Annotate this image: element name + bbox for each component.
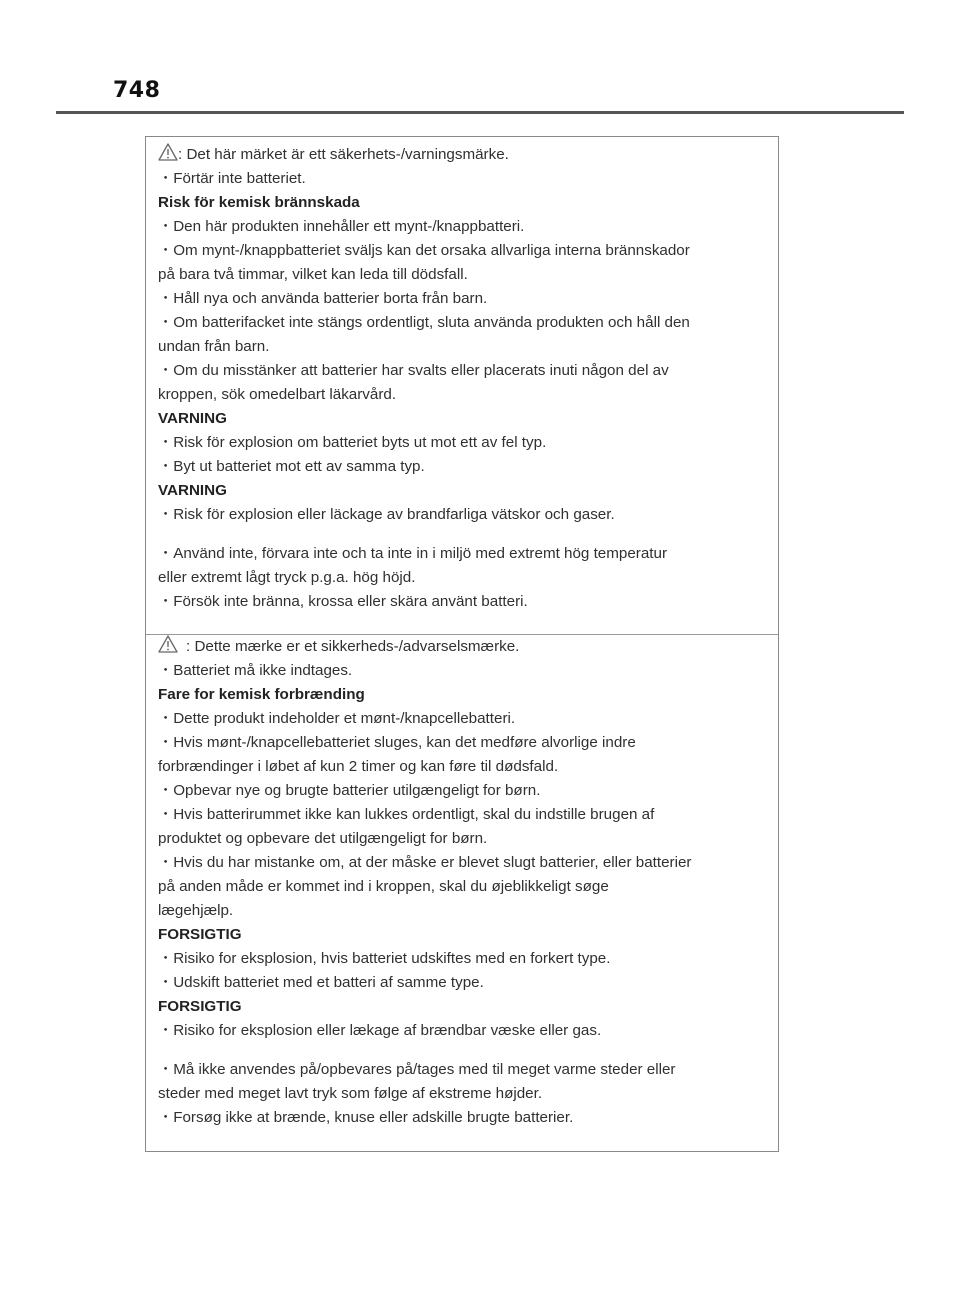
- page-number: 748: [113, 78, 161, 103]
- text-line: ・Dette produkt indeholder et mønt-/knapcellebatteri.: [158, 710, 516, 727]
- section-danish-header: [158, 635, 766, 659]
- text-line: på anden måde er kommet ind i kroppen, skal du øjeblikkeligt søge: [158, 878, 609, 895]
- safety-notice-box: [145, 136, 779, 1152]
- box-top-dashed-rule: [145, 136, 779, 137]
- section-heading: Risk för kemisk brännskada: [158, 194, 360, 211]
- text-line: ・Försök inte bränna, krossa eller skära använt batteri.: [158, 593, 528, 610]
- text-line: ・Udskift batteriet med et batteri af samme type.: [158, 974, 484, 991]
- text-line: på bara två timmar, vilket kan leda till dödsfall.: [158, 266, 468, 283]
- paragraph-gap: [158, 1043, 766, 1058]
- text-line: ・Hvis batterirummet ikke kan lukkes ordentligt, skal du indstille brugen af: [158, 806, 655, 823]
- text-line: ・Risiko for eksplosion eller lækage af brændbar væske eller gas.: [158, 1022, 602, 1039]
- text-line: ・Byt ut batteriet mot ett av samma typ.: [158, 458, 425, 475]
- text-line: ・Risiko for eksplosion, hvis batteriet udskiftes med en forkert type.: [158, 950, 611, 967]
- text-line: ・Om du misstänker att batterier har svalts eller placerats inuti någon del av: [158, 362, 669, 379]
- section-swedish-header-text: : Det här märket är ett säkerhets-/varningsmärke.: [178, 146, 509, 163]
- text-line: ・Om mynt-/knappbatteriet sväljs kan det orsaka allvarliga interna brännskador: [158, 242, 690, 259]
- section-swedish: [146, 143, 778, 614]
- warning-triangle-icon: [158, 143, 178, 161]
- text-line: ・Batteriet må ikke indtages.: [158, 662, 353, 679]
- text-line: ・Opbevar nye og brugte batterier utilgængeligt for børn.: [158, 782, 541, 799]
- text-line: lægehjælp.: [158, 902, 234, 919]
- text-line: forbrændinger i løbet af kun 2 timer og kan føre til dødsfald.: [158, 758, 559, 775]
- section-danish-lines: [158, 659, 766, 1130]
- section-heading: VARNING: [158, 410, 227, 427]
- warning-triangle-icon: [158, 635, 178, 653]
- section-danish: [146, 635, 778, 1130]
- text-line: ・Den här produkten innehåller ett mynt-/knappbatteri.: [158, 218, 525, 235]
- text-line: ・Må ikke anvendes på/opbevares på/tages med til meget varme steder eller: [158, 1061, 676, 1078]
- section-danish-header-text: : Dette mærke er et sikkerheds-/advarselsmærke.: [186, 638, 520, 655]
- section-heading: VARNING: [158, 482, 227, 499]
- text-line: eller extremt lågt tryck p.g.a. hög höjd.: [158, 569, 416, 586]
- text-line: ・Håll nya och använda batterier borta från barn.: [158, 290, 488, 307]
- section-heading: Fare for kemisk forbrænding: [158, 686, 365, 703]
- text-line: ・Risk för explosion om batteriet byts ut mot ett av fel typ.: [158, 434, 547, 451]
- text-line: undan från barn.: [158, 338, 270, 355]
- text-line: produktet og opbevare det utilgængeligt for børn.: [158, 830, 488, 847]
- section-heading: FORSIGTIG: [158, 926, 242, 943]
- section-swedish-header: [158, 143, 766, 167]
- text-line: ・Hvis mønt-/knapcellebatteriet sluges, kan det medføre alvorlige indre: [158, 734, 636, 751]
- header-rule: [56, 111, 904, 114]
- text-line: ・Forsøg ikke at brænde, knuse eller adskille brugte batterier.: [158, 1109, 574, 1126]
- text-line: ・Hvis du har mistanke om, at der måske er blevet slugt batterier, eller batterier: [158, 854, 692, 871]
- text-line: kroppen, sök omedelbart läkarvård.: [158, 386, 397, 403]
- text-line: steder med meget lavt tryk som følge af ekstreme højder.: [158, 1085, 543, 1102]
- paragraph-gap: [158, 527, 766, 542]
- text-line: ・Om batterifacket inte stängs ordentligt, sluta använda produkten och håll den: [158, 314, 690, 331]
- section-swedish-lines: [158, 167, 766, 614]
- section-heading: FORSIGTIG: [158, 998, 242, 1015]
- text-line: ・Risk för explosion eller läckage av brandfarliga vätskor och gaser.: [158, 506, 615, 523]
- text-line: ・Förtär inte batteriet.: [158, 170, 306, 187]
- text-line: ・Använd inte, förvara inte och ta inte in i miljö med extremt hög temperatur: [158, 545, 668, 562]
